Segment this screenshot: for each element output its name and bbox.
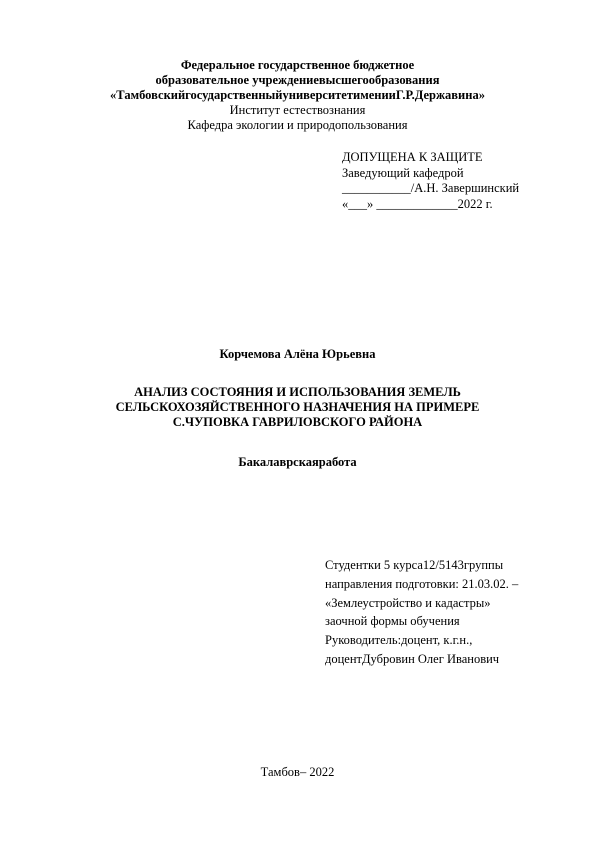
header-line-2: образовательное учреждениевысшегообразования <box>155 73 440 87</box>
approval-block <box>342 150 519 212</box>
student-line-2: направления подготовки: 21.03.02. – <box>325 576 519 591</box>
student-line-3: «Землеустройство и кадастры» <box>325 595 491 610</box>
university-header <box>60 58 535 133</box>
approval-role: Заведующий кафедрой <box>342 165 464 180</box>
student-line-1: Студентки 5 курса12/5143группы <box>325 558 504 572</box>
student-info-block <box>325 556 518 669</box>
author-name: Корчемова Алёна Юрьевна <box>219 347 376 361</box>
header-line-3: «ТамбовскийгосударственныйуниверситетименииГ.Р.Державина» <box>110 88 485 102</box>
student-line-5: Руководитель:доцент, к.г.н., <box>325 633 473 648</box>
department-name: Кафедра экологии и природопользования <box>187 118 408 132</box>
approval-signature: ___________/А.Н. Завершинский <box>342 181 520 195</box>
work-type: Бакалаврскаяработа <box>238 455 357 469</box>
work-type-block <box>60 455 535 470</box>
thesis-title-line-1: АНАЛИЗ СОСТОЯНИЯ И ИСПОЛЬЗОВАНИЯ ЗЕМЕЛЬ <box>134 385 461 399</box>
student-line-4: заочной формы обучения <box>325 614 460 629</box>
thesis-title <box>60 385 535 430</box>
approval-title: ДОПУЩЕНА К ЗАЩИТЕ <box>342 150 483 164</box>
thesis-title-line-2: СЕЛЬСКОХОЗЯЙСТВЕННОГО НАЗНАЧЕНИЯ НА ПРИМЕРЕ <box>115 400 480 414</box>
thesis-title-line-3: С.ЧУПОВКА ГАВРИЛОВСКОГО РАЙОНА <box>172 415 423 429</box>
city-year: Тамбов– 2022 <box>260 765 335 779</box>
footer-block <box>60 765 535 780</box>
header-line-1: Федеральное государственное бюджетное <box>180 58 415 72</box>
author-name-block <box>60 347 535 362</box>
student-line-6: доцентДубровин Олег Иванович <box>325 651 500 666</box>
approval-date: «___» _____________2022 г. <box>342 196 493 211</box>
institute-name: Институт естествознания <box>229 103 366 117</box>
